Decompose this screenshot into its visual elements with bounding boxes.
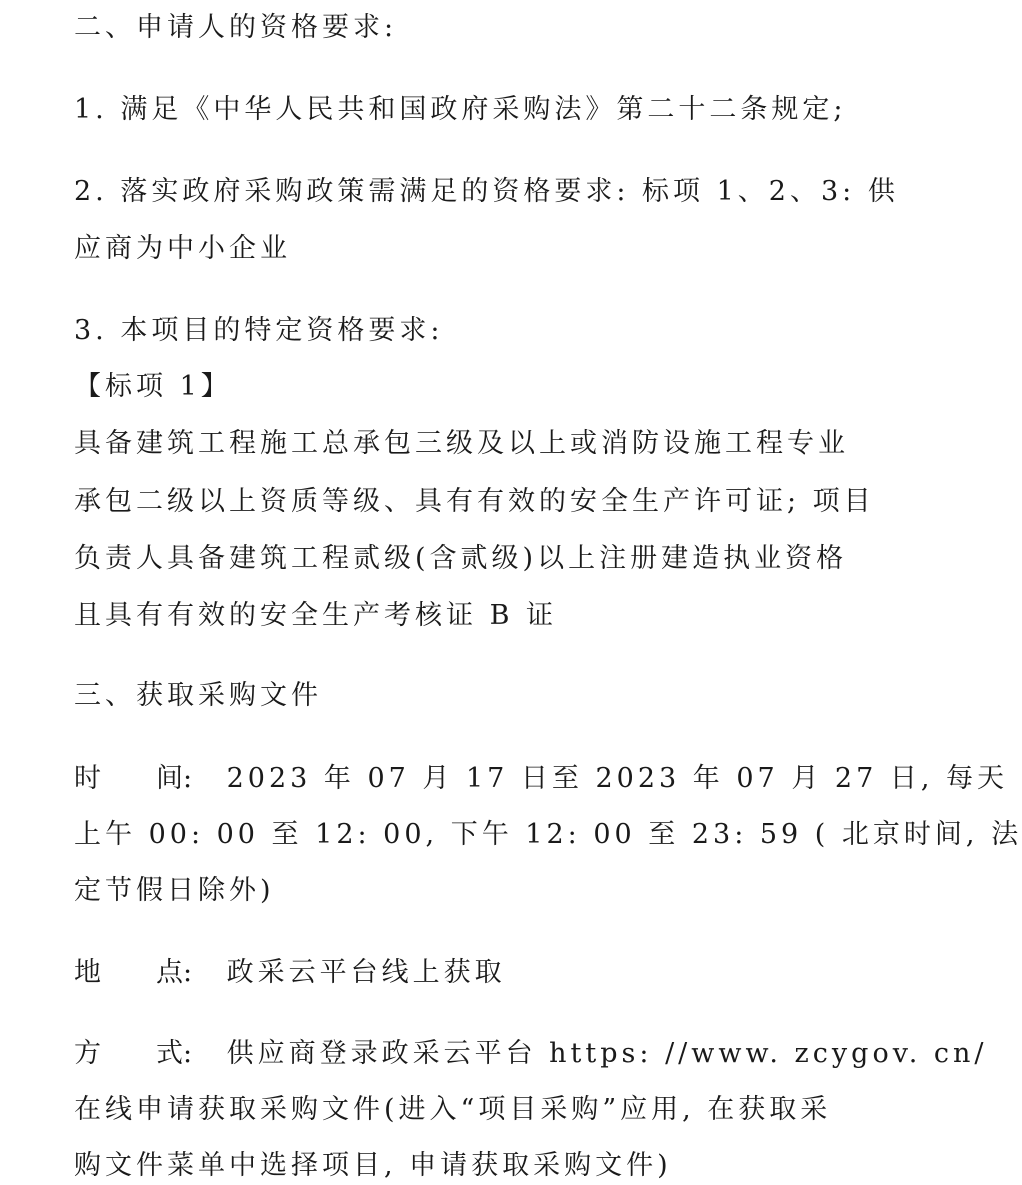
requirement-item-1: 1. 满足《中华人民共和国政府采购法》第二十二条规定;: [74, 94, 847, 125]
section-heading-applicant-requirements: 二、申请人的资格要求:: [74, 12, 398, 43]
place-line: [74, 955, 506, 991]
time-line-3: 定节假日除外): [74, 875, 275, 906]
lot-1-text-line-4: 且具有有效的安全生产考核证 B 证: [74, 600, 558, 631]
method-value: 供应商登录政采云平台 https: //www. zcygov. cn/: [214, 1038, 988, 1069]
lot-1-text-line-2: 承包二级以上资质等级、具有有效的安全生产许可证; 项目: [74, 486, 875, 517]
method-line-1: [74, 1036, 988, 1072]
section-heading-obtain-documents: 三、获取采购文件: [74, 680, 322, 711]
lot-1-label: 【标项 1】: [74, 371, 232, 402]
time-label: 时 间:: [74, 763, 193, 794]
requirement-item-3: 3. 本项目的特定资格要求:: [74, 315, 444, 346]
time-line-1: [74, 761, 1008, 797]
place-label: 地 点:: [74, 957, 193, 988]
method-label: 方 式:: [74, 1038, 193, 1069]
time-line-2: 上午 00: 00 至 12: 00, 下午 12: 00 至 23: 59 ( 北京时间, 法: [74, 819, 1022, 850]
method-line-3: 购文件菜单中选择项目, 申请获取采购文件): [74, 1150, 672, 1181]
requirement-item-2-line-2: 应商为中小企业: [74, 233, 291, 264]
method-line-2: 在线申请获取采购文件(进入“项目采购”应用, 在获取采: [74, 1094, 832, 1125]
place-value: 政采云平台线上获取: [214, 957, 506, 988]
lot-1-text-line-3: 负责人具备建筑工程贰级(含贰级)以上注册建造执业资格: [74, 543, 848, 574]
requirement-item-2-line-1: 2. 落实政府采购政策需满足的资格要求: 标项 1、2、3: 供: [74, 176, 899, 207]
time-value: 2023 年 07 月 17 日至 2023 年 07 月 27 日, 每天: [214, 763, 1009, 794]
lot-1-text-line-1: 具备建筑工程施工总承包三级及以上或消防设施工程专业: [74, 428, 849, 459]
